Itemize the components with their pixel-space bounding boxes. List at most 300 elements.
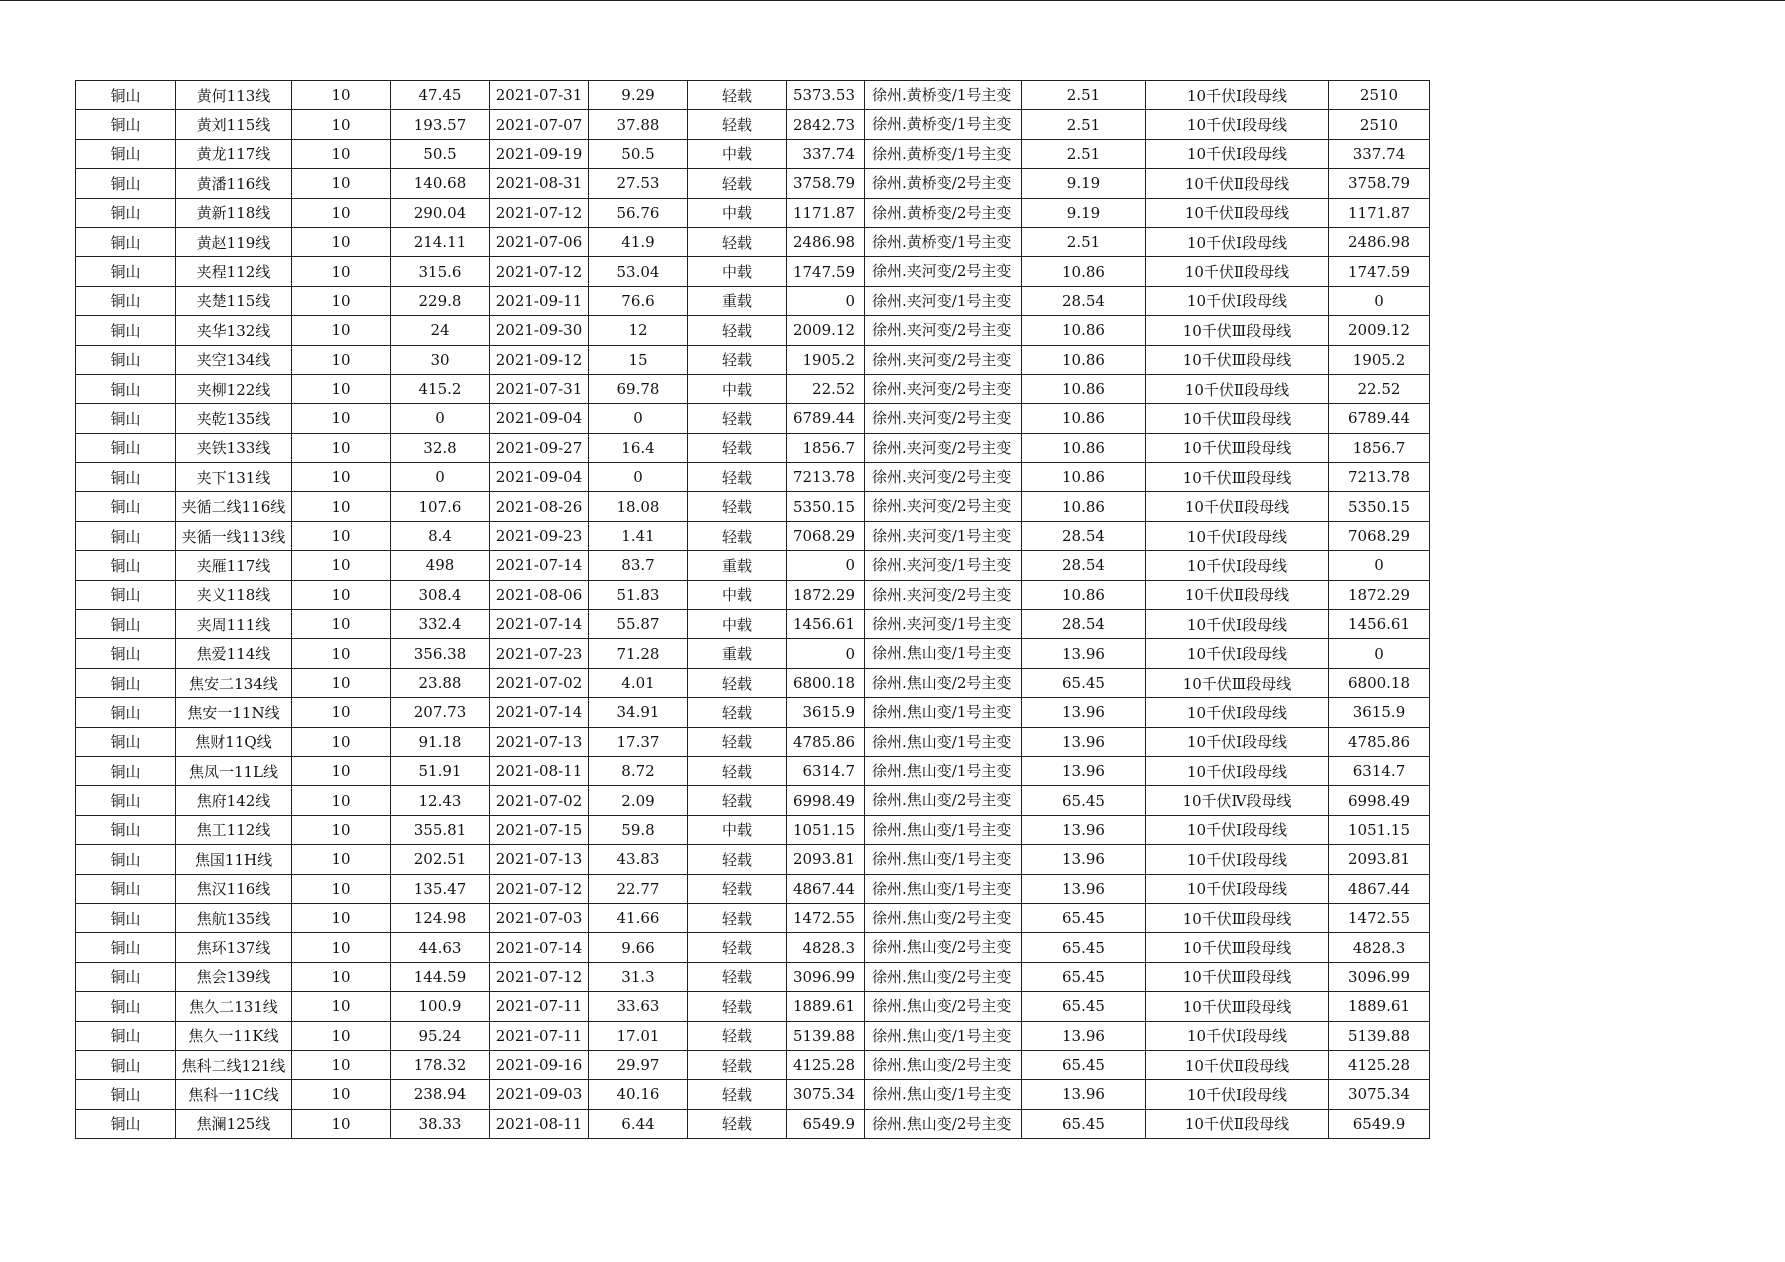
cell-substation-transformer: [865, 1080, 1022, 1109]
cell-load-rate: 76.6: [589, 286, 688, 315]
cell-remaining-capacity: 6314.7: [787, 756, 865, 785]
cell-busbar: 10千伏Ⅱ段母线: [1146, 1050, 1329, 1079]
cell-available-capacity: 1905.2: [1329, 345, 1430, 374]
table-row: [76, 874, 1430, 903]
cell-load-status: 轻载: [688, 110, 787, 139]
cell-busbar: 10千伏Ⅱ段母线: [1146, 198, 1329, 227]
cell-county: 铜山: [76, 874, 176, 903]
cell-line-name: 夹义118线: [176, 580, 292, 609]
cell-county: 铜山: [76, 81, 176, 110]
cell-date: 2021-09-12: [490, 345, 589, 374]
cell-remaining-capacity: 5350.15: [787, 492, 865, 521]
cell-voltage-level: 10: [292, 610, 391, 639]
cell-line-name: 焦财11Q线: [176, 727, 292, 756]
cell-substation-transformer: [865, 169, 1022, 198]
cell-available-capacity: 3758.79: [1329, 169, 1430, 198]
cell-available-capacity: 4828.3: [1329, 933, 1430, 962]
cell-load-rate: 34.91: [589, 698, 688, 727]
cell-line-name: 夹柳122线: [176, 374, 292, 403]
cell-county: 铜山: [76, 962, 176, 991]
cell-busbar: 10千伏Ⅰ段母线: [1146, 639, 1329, 668]
cell-county: 铜山: [76, 463, 176, 492]
cell-county: 铜山: [76, 404, 176, 433]
cell-county: 铜山: [76, 845, 176, 874]
cell-load-rate: 56.76: [589, 198, 688, 227]
cell-date: 2021-07-14: [490, 933, 589, 962]
cell-voltage-level: 10: [292, 316, 391, 345]
cell-transformer-value: 2.51: [1022, 110, 1146, 139]
cell-busbar: 10千伏Ⅰ段母线: [1146, 81, 1329, 110]
cell-load-value: 238.94: [391, 1080, 490, 1109]
cell-load-status: 中载: [688, 815, 787, 844]
cell-busbar: 10千伏Ⅲ段母线: [1146, 433, 1329, 462]
cell-available-capacity: 1856.7: [1329, 433, 1430, 462]
cell-transformer-value: 10.86: [1022, 345, 1146, 374]
cell-load-status: 轻载: [688, 727, 787, 756]
cell-load-value: 23.88: [391, 668, 490, 697]
table-row: [76, 345, 1430, 374]
cell-load-value: 38.33: [391, 1109, 490, 1138]
substation-label: 徐州.焦山变/1号主变: [872, 644, 1012, 663]
cell-substation-transformer: [865, 639, 1022, 668]
cell-substation-transformer: [865, 1021, 1022, 1050]
cell-county: 铜山: [76, 639, 176, 668]
cell-load-value: 315.6: [391, 257, 490, 286]
cell-load-rate: 4.01: [589, 668, 688, 697]
cell-transformer-value: 13.96: [1022, 1080, 1146, 1109]
cell-load-value: 91.18: [391, 727, 490, 756]
table-row: [76, 492, 1430, 521]
cell-available-capacity: 6800.18: [1329, 668, 1430, 697]
cell-remaining-capacity: 22.52: [787, 374, 865, 403]
cell-substation-transformer: [865, 1050, 1022, 1079]
cell-remaining-capacity: 1472.55: [787, 903, 865, 932]
cell-transformer-value: 13.96: [1022, 727, 1146, 756]
cell-transformer-value: 65.45: [1022, 786, 1146, 815]
cell-available-capacity: 1747.59: [1329, 257, 1430, 286]
substation-label: 徐州.黄桥变/1号主变: [872, 86, 1012, 104]
cell-load-rate: 17.37: [589, 727, 688, 756]
cell-load-status: 轻载: [688, 698, 787, 727]
cell-remaining-capacity: 4125.28: [787, 1050, 865, 1079]
table-row: [76, 316, 1430, 345]
substation-label: 徐州.黄桥变/1号主变: [872, 232, 1012, 251]
cell-voltage-level: 10: [292, 521, 391, 550]
cell-remaining-capacity: 1905.2: [787, 345, 865, 374]
cell-transformer-value: 13.96: [1022, 874, 1146, 903]
cell-voltage-level: 10: [292, 874, 391, 903]
cell-load-value: 107.6: [391, 492, 490, 521]
cell-busbar: 10千伏Ⅲ段母线: [1146, 962, 1329, 991]
substation-label: 徐州.焦山变/2号主变: [872, 908, 1012, 927]
cell-load-value: 178.32: [391, 1050, 490, 1079]
substation-label: 徐州.焦山变/2号主变: [872, 938, 1012, 957]
cell-date: 2021-08-11: [490, 1109, 589, 1138]
cell-transformer-value: 28.54: [1022, 286, 1146, 315]
cell-busbar: 10千伏Ⅰ段母线: [1146, 551, 1329, 580]
substation-label: 徐州.焦山变/1号主变: [872, 732, 1012, 751]
cell-line-name: 焦工112线: [176, 815, 292, 844]
cell-voltage-level: 10: [292, 463, 391, 492]
cell-load-status: 中载: [688, 139, 787, 168]
cell-line-name: 夹循二线116线: [176, 492, 292, 521]
cell-load-value: 332.4: [391, 610, 490, 639]
cell-load-rate: 33.63: [589, 992, 688, 1021]
cell-date: 2021-07-11: [490, 1021, 589, 1050]
cell-transformer-value: 13.96: [1022, 639, 1146, 668]
cell-line-name: 焦府142线: [176, 786, 292, 815]
cell-load-rate: 53.04: [589, 257, 688, 286]
cell-transformer-value: 13.96: [1022, 845, 1146, 874]
cell-date: 2021-09-16: [490, 1050, 589, 1079]
cell-load-status: 轻载: [688, 345, 787, 374]
cell-load-rate: 16.4: [589, 433, 688, 462]
cell-county: 铜山: [76, 1080, 176, 1109]
table-row: [76, 433, 1430, 462]
cell-voltage-level: 10: [292, 903, 391, 932]
cell-voltage-level: 10: [292, 668, 391, 697]
cell-county: 铜山: [76, 1021, 176, 1050]
cell-voltage-level: 10: [292, 756, 391, 785]
cell-busbar: 10千伏Ⅲ段母线: [1146, 668, 1329, 697]
cell-date: 2021-07-14: [490, 610, 589, 639]
cell-load-rate: 50.5: [589, 139, 688, 168]
cell-voltage-level: 10: [292, 1080, 391, 1109]
cell-remaining-capacity: 0: [787, 639, 865, 668]
cell-date: 2021-09-04: [490, 404, 589, 433]
cell-load-rate: 40.16: [589, 1080, 688, 1109]
substation-label: 徐州.夹河变/2号主变: [872, 438, 1012, 457]
cell-voltage-level: 10: [292, 433, 391, 462]
cell-load-rate: 43.83: [589, 845, 688, 874]
cell-transformer-value: 65.45: [1022, 1109, 1146, 1138]
cell-load-value: 100.9: [391, 992, 490, 1021]
cell-load-value: 308.4: [391, 580, 490, 609]
cell-county: 铜山: [76, 374, 176, 403]
cell-voltage-level: 10: [292, 727, 391, 756]
cell-substation-transformer: [865, 110, 1022, 139]
cell-voltage-level: 10: [292, 110, 391, 139]
cell-load-value: 135.47: [391, 874, 490, 903]
cell-load-rate: 41.9: [589, 227, 688, 256]
cell-load-rate: 27.53: [589, 169, 688, 198]
cell-load-value: 12.43: [391, 786, 490, 815]
cell-transformer-value: 65.45: [1022, 992, 1146, 1021]
cell-county: 铜山: [76, 610, 176, 639]
cell-remaining-capacity: 4828.3: [787, 933, 865, 962]
cell-busbar: 10千伏Ⅲ段母线: [1146, 345, 1329, 374]
cell-load-rate: 29.97: [589, 1050, 688, 1079]
cell-available-capacity: 2486.98: [1329, 227, 1430, 256]
cell-transformer-value: 13.96: [1022, 756, 1146, 785]
table-row: [76, 610, 1430, 639]
cell-busbar: 10千伏Ⅱ段母线: [1146, 1109, 1329, 1138]
table-row: [76, 169, 1430, 198]
cell-load-value: 356.38: [391, 639, 490, 668]
cell-load-rate: 9.29: [589, 81, 688, 110]
cell-line-name: 夹铁133线: [176, 433, 292, 462]
table-row: [76, 286, 1430, 315]
cell-line-name: 焦爱114线: [176, 639, 292, 668]
cell-remaining-capacity: 3758.79: [787, 169, 865, 198]
cell-transformer-value: 28.54: [1022, 521, 1146, 550]
substation-label: 徐州.夹河变/2号主变: [872, 409, 1012, 428]
cell-busbar: 10千伏Ⅰ段母线: [1146, 610, 1329, 639]
cell-substation-transformer: [865, 227, 1022, 256]
cell-available-capacity: 1889.61: [1329, 992, 1430, 1021]
cell-available-capacity: 4125.28: [1329, 1050, 1430, 1079]
cell-load-value: 124.98: [391, 903, 490, 932]
cell-line-name: 夹循一线113线: [176, 521, 292, 550]
cell-county: 铜山: [76, 227, 176, 256]
cell-county: 铜山: [76, 933, 176, 962]
cell-date: 2021-07-13: [490, 727, 589, 756]
cell-load-status: 轻载: [688, 992, 787, 1021]
cell-voltage-level: 10: [292, 345, 391, 374]
cell-remaining-capacity: 0: [787, 286, 865, 315]
cell-voltage-level: 10: [292, 639, 391, 668]
substation-label: 徐州.黄桥变/1号主变: [872, 144, 1012, 163]
cell-transformer-value: 65.45: [1022, 933, 1146, 962]
cell-remaining-capacity: 5139.88: [787, 1021, 865, 1050]
cell-line-name: 焦久一11K线: [176, 1021, 292, 1050]
cell-voltage-level: 10: [292, 1021, 391, 1050]
substation-label: 徐州.焦山变/2号主变: [872, 673, 1012, 692]
cell-load-rate: 9.66: [589, 933, 688, 962]
cell-line-name: 黄新118线: [176, 198, 292, 227]
cell-remaining-capacity: 0: [787, 551, 865, 580]
cell-substation-transformer: [865, 257, 1022, 286]
cell-load-status: 重载: [688, 551, 787, 580]
cell-line-name: 夹下131线: [176, 463, 292, 492]
cell-load-value: 24: [391, 316, 490, 345]
cell-load-status: 中载: [688, 257, 787, 286]
cell-voltage-level: 10: [292, 845, 391, 874]
cell-date: 2021-07-14: [490, 698, 589, 727]
cell-line-name: 夹周111线: [176, 610, 292, 639]
cell-voltage-level: 10: [292, 962, 391, 991]
cell-date: 2021-08-11: [490, 756, 589, 785]
table-row: [76, 815, 1430, 844]
cell-line-name: 黄潘116线: [176, 169, 292, 198]
cell-remaining-capacity: 3075.34: [787, 1080, 865, 1109]
cell-date: 2021-07-12: [490, 962, 589, 991]
cell-date: 2021-07-31: [490, 81, 589, 110]
cell-load-value: 47.45: [391, 81, 490, 110]
cell-substation-transformer: [865, 874, 1022, 903]
cell-load-value: 355.81: [391, 815, 490, 844]
cell-county: 铜山: [76, 257, 176, 286]
cell-busbar: 10千伏Ⅰ段母线: [1146, 286, 1329, 315]
cell-line-name: 黄赵119线: [176, 227, 292, 256]
cell-line-name: 黄刘115线: [176, 110, 292, 139]
cell-date: 2021-07-15: [490, 815, 589, 844]
cell-substation-transformer: [865, 433, 1022, 462]
cell-available-capacity: 6998.49: [1329, 786, 1430, 815]
cell-load-rate: 17.01: [589, 1021, 688, 1050]
cell-transformer-value: 10.86: [1022, 257, 1146, 286]
cell-transformer-value: 10.86: [1022, 433, 1146, 462]
cell-available-capacity: 2009.12: [1329, 316, 1430, 345]
substation-label: 徐州.夹河变/1号主变: [872, 556, 1012, 575]
page-top-rule: [0, 0, 1785, 1]
cell-transformer-value: 65.45: [1022, 903, 1146, 932]
cell-load-value: 144.59: [391, 962, 490, 991]
cell-line-name: 夹楚115线: [176, 286, 292, 315]
table-row: [76, 668, 1430, 697]
cell-load-status: 轻载: [688, 1050, 787, 1079]
cell-substation-transformer: [865, 815, 1022, 844]
substation-label: 徐州.夹河变/1号主变: [872, 526, 1012, 545]
table-row: [76, 786, 1430, 815]
cell-line-name: 焦久二131线: [176, 992, 292, 1021]
cell-county: 铜山: [76, 786, 176, 815]
cell-busbar: 10千伏Ⅱ段母线: [1146, 580, 1329, 609]
cell-county: 铜山: [76, 580, 176, 609]
cell-substation-transformer: [865, 933, 1022, 962]
cell-remaining-capacity: 6789.44: [787, 404, 865, 433]
cell-substation-transformer: [865, 668, 1022, 697]
cell-date: 2021-09-27: [490, 433, 589, 462]
cell-load-rate: 6.44: [589, 1109, 688, 1138]
table-row: [76, 903, 1430, 932]
substation-label: 徐州.夹河变/2号主变: [872, 585, 1012, 604]
cell-load-rate: 71.28: [589, 639, 688, 668]
cell-busbar: 10千伏Ⅱ段母线: [1146, 257, 1329, 286]
cell-county: 铜山: [76, 316, 176, 345]
cell-load-value: 214.11: [391, 227, 490, 256]
cell-substation-transformer: [865, 786, 1022, 815]
cell-date: 2021-07-02: [490, 786, 589, 815]
cell-date: 2021-07-12: [490, 198, 589, 227]
cell-county: 铜山: [76, 992, 176, 1021]
table-row: [76, 198, 1430, 227]
cell-load-status: 轻载: [688, 786, 787, 815]
substation-label: 徐州.焦山变/1号主变: [872, 879, 1012, 898]
cell-date: 2021-07-12: [490, 874, 589, 903]
cell-line-name: 夹乾135线: [176, 404, 292, 433]
cell-load-status: 中载: [688, 580, 787, 609]
cell-available-capacity: 3096.99: [1329, 962, 1430, 991]
cell-load-value: 207.73: [391, 698, 490, 727]
cell-transformer-value: 10.86: [1022, 316, 1146, 345]
cell-transformer-value: 10.86: [1022, 580, 1146, 609]
cell-voltage-level: 10: [292, 1050, 391, 1079]
substation-label: 徐州.焦山变/2号主变: [872, 791, 1012, 810]
substation-label: 徐州.焦山变/1号主变: [872, 703, 1012, 722]
cell-voltage-level: 10: [292, 580, 391, 609]
cell-remaining-capacity: 1456.61: [787, 610, 865, 639]
table-row: [76, 110, 1430, 139]
cell-load-status: 轻载: [688, 492, 787, 521]
cell-load-rate: 22.77: [589, 874, 688, 903]
table-row: [76, 227, 1430, 256]
table-row: [76, 551, 1430, 580]
cell-available-capacity: 0: [1329, 286, 1430, 315]
table-row: [76, 639, 1430, 668]
cell-date: 2021-07-11: [490, 992, 589, 1021]
cell-line-name: 焦安二134线: [176, 668, 292, 697]
cell-available-capacity: 4785.86: [1329, 727, 1430, 756]
cell-load-rate: 0: [589, 463, 688, 492]
cell-load-value: 50.5: [391, 139, 490, 168]
cell-available-capacity: 6549.9: [1329, 1109, 1430, 1138]
cell-transformer-value: 9.19: [1022, 198, 1146, 227]
cell-load-status: 中载: [688, 198, 787, 227]
cell-available-capacity: 0: [1329, 551, 1430, 580]
cell-remaining-capacity: 4785.86: [787, 727, 865, 756]
cell-substation-transformer: [865, 139, 1022, 168]
substation-label: 徐州.焦山变/1号主变: [872, 761, 1012, 780]
table-row: [76, 756, 1430, 785]
cell-transformer-value: 10.86: [1022, 492, 1146, 521]
cell-load-status: 轻载: [688, 756, 787, 785]
cell-voltage-level: 10: [292, 933, 391, 962]
cell-date: 2021-09-19: [490, 139, 589, 168]
cell-substation-transformer: [865, 286, 1022, 315]
cell-load-value: 229.8: [391, 286, 490, 315]
cell-busbar: 10千伏Ⅲ段母线: [1146, 903, 1329, 932]
cell-remaining-capacity: 2093.81: [787, 845, 865, 874]
cell-load-status: 轻载: [688, 874, 787, 903]
cell-substation-transformer: [865, 81, 1022, 110]
cell-remaining-capacity: 3096.99: [787, 962, 865, 991]
table-row: [76, 727, 1430, 756]
cell-line-name: 黄何113线: [176, 81, 292, 110]
cell-busbar: 10千伏Ⅳ段母线: [1146, 786, 1329, 815]
cell-load-value: 8.4: [391, 521, 490, 550]
cell-available-capacity: 4867.44: [1329, 874, 1430, 903]
cell-available-capacity: 6789.44: [1329, 404, 1430, 433]
cell-line-name: 夹空134线: [176, 345, 292, 374]
cell-available-capacity: 7213.78: [1329, 463, 1430, 492]
cell-remaining-capacity: 1171.87: [787, 198, 865, 227]
substation-label: 徐州.焦山变/1号主变: [872, 1085, 1012, 1104]
substation-label: 徐州.夹河变/1号主变: [872, 291, 1012, 310]
cell-remaining-capacity: 6800.18: [787, 668, 865, 697]
cell-available-capacity: 337.74: [1329, 139, 1430, 168]
cell-voltage-level: 10: [292, 1109, 391, 1138]
cell-county: 铜山: [76, 521, 176, 550]
cell-county: 铜山: [76, 198, 176, 227]
cell-voltage-level: 10: [292, 492, 391, 521]
cell-voltage-level: 10: [292, 227, 391, 256]
cell-load-value: 193.57: [391, 110, 490, 139]
cell-transformer-value: 28.54: [1022, 610, 1146, 639]
cell-busbar: 10千伏Ⅰ段母线: [1146, 756, 1329, 785]
cell-date: 2021-09-04: [490, 463, 589, 492]
cell-available-capacity: 3075.34: [1329, 1080, 1430, 1109]
cell-available-capacity: 7068.29: [1329, 521, 1430, 550]
cell-load-rate: 59.8: [589, 815, 688, 844]
cell-load-status: 轻载: [688, 668, 787, 697]
cell-line-name: 焦科二线121线: [176, 1050, 292, 1079]
cell-remaining-capacity: 6998.49: [787, 786, 865, 815]
cell-transformer-value: 10.86: [1022, 463, 1146, 492]
cell-busbar: 10千伏Ⅰ段母线: [1146, 227, 1329, 256]
table-row: [76, 698, 1430, 727]
cell-busbar: 10千伏Ⅰ段母线: [1146, 1021, 1329, 1050]
cell-county: 铜山: [76, 551, 176, 580]
cell-transformer-value: 65.45: [1022, 962, 1146, 991]
cell-line-name: 焦安一11N线: [176, 698, 292, 727]
table-row: [76, 933, 1430, 962]
cell-county: 铜山: [76, 286, 176, 315]
cell-line-name: 黄龙117线: [176, 139, 292, 168]
cell-load-value: 498: [391, 551, 490, 580]
cell-load-rate: 8.72: [589, 756, 688, 785]
cell-busbar: 10千伏Ⅰ段母线: [1146, 110, 1329, 139]
